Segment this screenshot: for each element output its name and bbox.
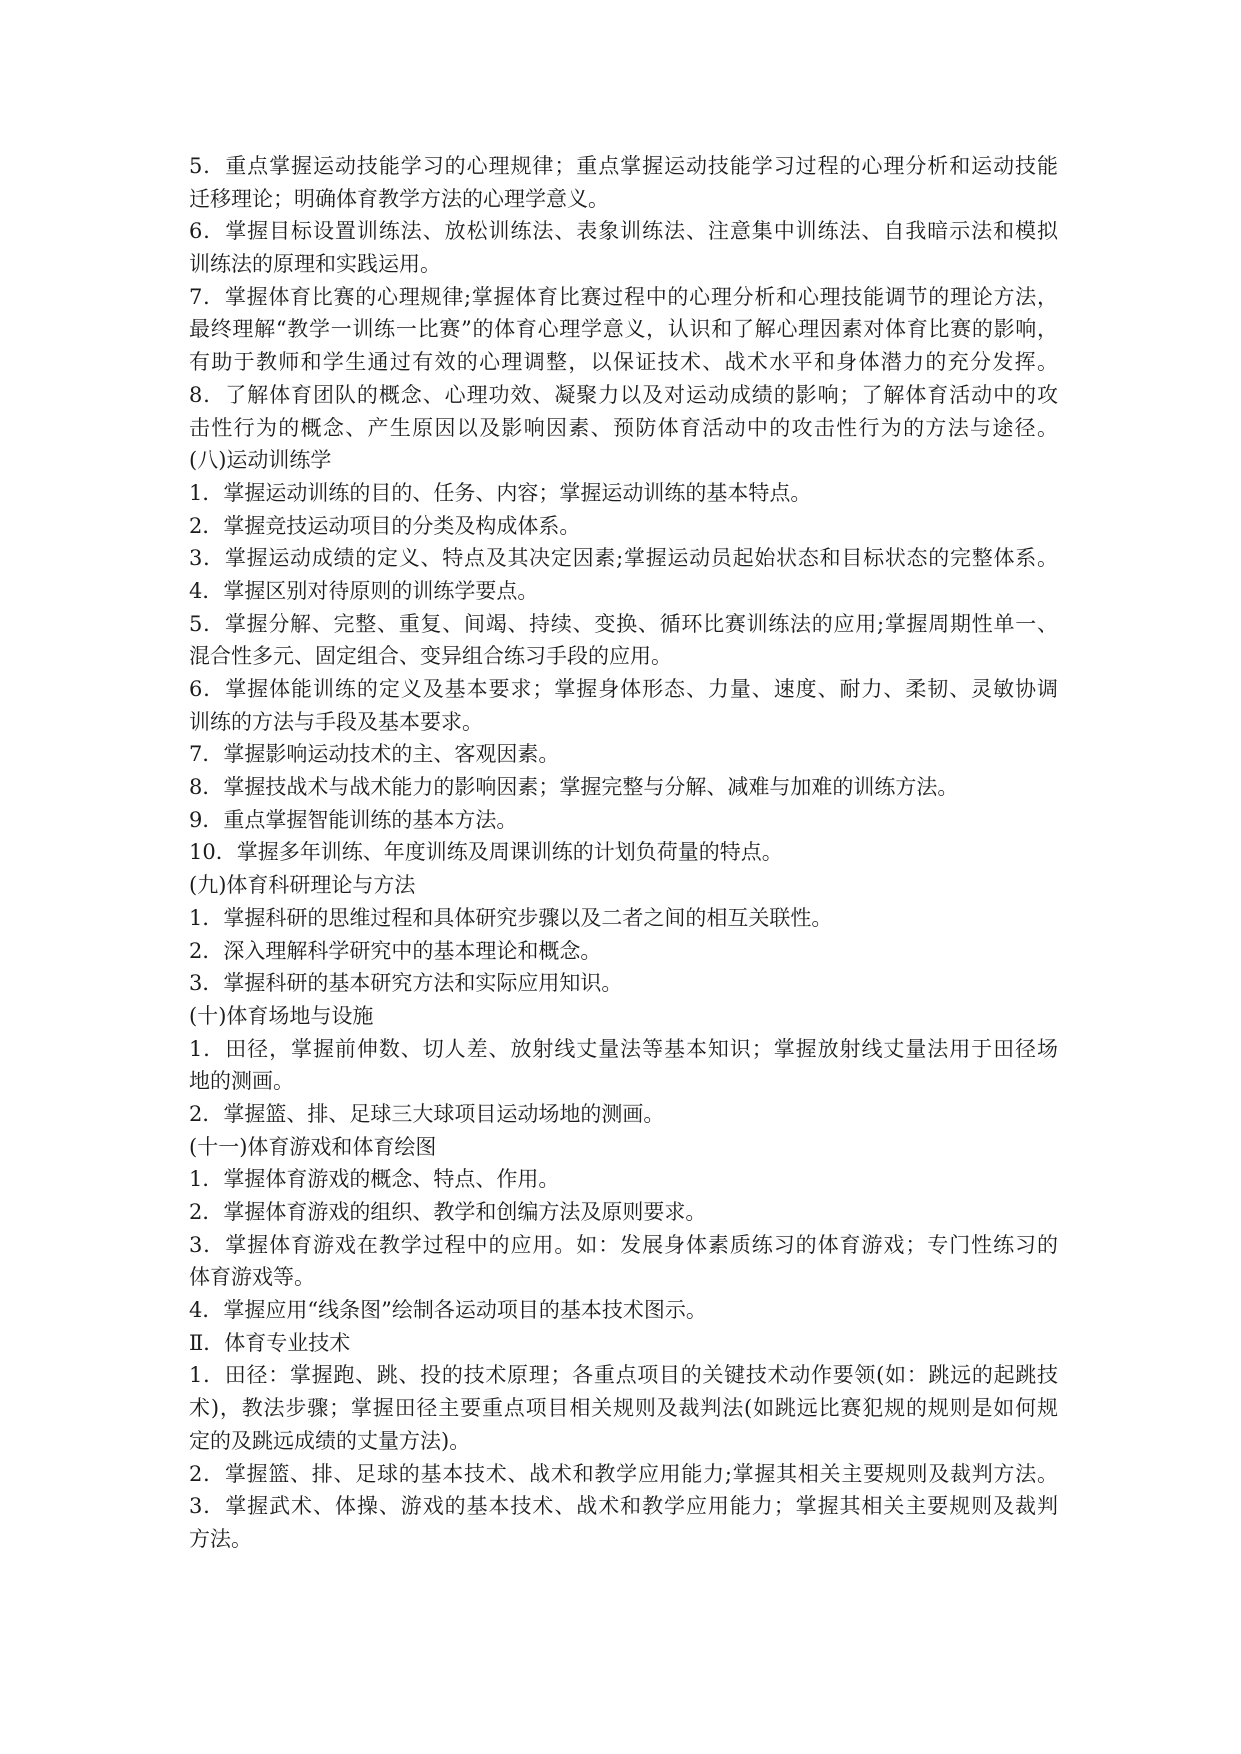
list-item-line: 4．掌握应用“线条图”绘制各运动项目的基本技术图示。 <box>189 1298 707 1323</box>
list-item-line: 1．田径，掌握前伸数、切人差、放射线丈量法等基本知识；掌握放射线丈量法用于田径场 <box>189 1036 1058 1061</box>
list-item <box>189 1294 1058 1327</box>
section-heading: (十一)体育游戏和体育绘图 <box>189 1134 437 1159</box>
list-item-line: 混合性多元、固定组合、变异组合练习手段的应用。 <box>189 644 672 669</box>
list-item-line: 训练的方法与手段及基本要求。 <box>189 709 483 734</box>
list-item-line: 击性行为的概念、产生原因以及影响因素、预防体育活动中的攻击性行为的方法与途径。 <box>189 415 1058 440</box>
section-sports-training <box>189 444 1058 869</box>
list-item-line: 6．掌握体能训练的定义及基本要求；掌握身体形态、力量、速度、耐力、柔韧、灵敏协调 <box>189 677 1058 701</box>
list-item <box>189 935 1058 968</box>
section-venues-facilities <box>189 1000 1058 1131</box>
list-item <box>189 967 1058 1000</box>
list-item-line: 定的及跳远成绩的丈量方法)。 <box>189 1428 471 1453</box>
list-item-line: 3．掌握科研的基本研究方法和实际应用知识。 <box>189 971 623 996</box>
list-item-line: 5．掌握分解、完整、重复、间竭、持续、变换、循环比赛训练法的应用;掌握周期性单一、 <box>189 611 1058 636</box>
section-games-drawing <box>189 1131 1058 1327</box>
list-item <box>189 542 1058 575</box>
list-item <box>189 477 1058 510</box>
section-heading: Ⅱ．体育专业技术 <box>189 1330 351 1355</box>
document-page <box>189 150 1058 1556</box>
section-psychology-continued <box>189 150 1058 444</box>
section-heading: (八)运动训练学 <box>189 448 332 473</box>
list-item-line: 6．掌握目标设置训练法、放松训练法、表象训练法、注意集中训练法、自我暗示法和模拟 <box>189 219 1058 244</box>
list-item-line: 地的测画。 <box>189 1069 294 1094</box>
list-item-line: 最终理解“教学一训练一比赛”的体育心理学意义，认识和了解心理因素对体育比赛的影响， <box>189 317 1058 342</box>
section-professional-skills <box>189 1327 1058 1556</box>
list-item-line: 3．掌握体育游戏在教学过程中的应用。如：发展身体素质练习的体育游戏；专门性练习的 <box>189 1232 1058 1257</box>
list-item <box>189 379 1058 444</box>
list-item-line: 训练法的原理和实践运用。 <box>189 252 441 277</box>
list-item-line: 7．掌握影响运动技术的主、客观因素。 <box>189 742 560 767</box>
list-item <box>189 150 1058 215</box>
list-item <box>189 1033 1058 1098</box>
list-item <box>189 1163 1058 1196</box>
section-heading: (九)体育科研理论与方法 <box>189 873 416 898</box>
list-item-line: 9．重点掌握智能训练的基本方法。 <box>189 807 518 832</box>
list-item-line: 10．掌握多年训练、年度训练及周课训练的计划负荷量的特点。 <box>189 840 783 865</box>
list-item <box>189 673 1058 738</box>
list-item-line: 1．掌握体育游戏的概念、特点、作用。 <box>189 1167 560 1192</box>
list-item-line: 有助于教师和学生通过有效的心理调整，以保证技术、战术水平和身体潜力的充分发挥。 <box>189 350 1058 375</box>
list-item-line: 体育游戏等。 <box>189 1265 315 1290</box>
list-item <box>189 1229 1058 1294</box>
list-item-line: 8．掌握技战术与战术能力的影响因素；掌握完整与分解、减难与加难的训练方法。 <box>189 775 959 800</box>
list-item-line: 3．掌握武术、体操、游戏的基本技术、战术和教学应用能力；掌握其相关主要规则及裁判 <box>189 1494 1058 1519</box>
list-item <box>189 575 1058 608</box>
list-item <box>189 281 1058 379</box>
list-item <box>189 1098 1058 1131</box>
list-item <box>189 1196 1058 1229</box>
list-item-line: 1．田径：掌握跑、跳、投的技术原理；各重点项目的关键技术动作要领(如：跳远的起跳技 <box>189 1363 1058 1388</box>
list-item-line: 1．掌握科研的思维过程和具体研究步骤以及二者之间的相互关联性。 <box>189 905 833 930</box>
list-item-line: 迁移理论；明确体育教学方法的心理学意义。 <box>189 186 609 211</box>
list-item-line: 1．掌握运动训练的目的、任务、内容；掌握运动训练的基本特点。 <box>189 480 812 505</box>
list-item-line: 术)，教法步骤；掌握田径主要重点项目相关规则及裁判法(如跳远比赛犯规的规则是如何规 <box>189 1396 1058 1421</box>
list-item <box>189 738 1058 771</box>
section-heading: (十)体育场地与设施 <box>189 1003 374 1028</box>
list-item <box>189 510 1058 543</box>
list-item <box>189 1359 1058 1457</box>
list-item <box>189 771 1058 804</box>
list-item-line: 方法。 <box>189 1526 252 1551</box>
list-item-line: 3．掌握运动成绩的定义、特点及其决定因素;掌握运动员起始状态和目标状态的完整体系。 <box>189 546 1058 571</box>
list-item <box>189 902 1058 935</box>
list-item-line: 2．掌握体育游戏的组织、教学和创编方法及原则要求。 <box>189 1200 707 1224</box>
list-item-line: 4．掌握区别对待原则的训练学要点。 <box>189 578 539 603</box>
list-item-line: 2．掌握竞技运动项目的分类及构成体系。 <box>189 513 581 538</box>
list-item <box>189 608 1058 673</box>
list-item <box>189 1490 1058 1555</box>
list-item-line: 5．重点掌握运动技能学习的心理规律；重点掌握运动技能学习过程的心理分析和运动技能 <box>189 154 1058 178</box>
section-research-methods <box>189 869 1058 1000</box>
list-item <box>189 1458 1058 1491</box>
list-item-line: 8．了解体育团队的概念、心理功效、凝聚力以及对运动成绩的影响；了解体育活动中的攻 <box>189 382 1058 407</box>
list-item-line: 2．掌握篮、排、足球三大球项目运动场地的测画。 <box>189 1101 665 1126</box>
list-item-line: 2．掌握篮、排、足球的基本技术、战术和教学应用能力;掌握其相关主要规则及裁判方法。 <box>189 1461 1058 1486</box>
list-item <box>189 804 1058 837</box>
list-item-line: 2．深入理解科学研究中的基本理论和概念。 <box>189 938 602 963</box>
list-item-line: 7．掌握体育比赛的心理规律;掌握体育比赛过程中的心理分析和心理技能调节的理论方法， <box>189 284 1058 309</box>
list-item <box>189 836 1058 869</box>
list-item <box>189 215 1058 280</box>
